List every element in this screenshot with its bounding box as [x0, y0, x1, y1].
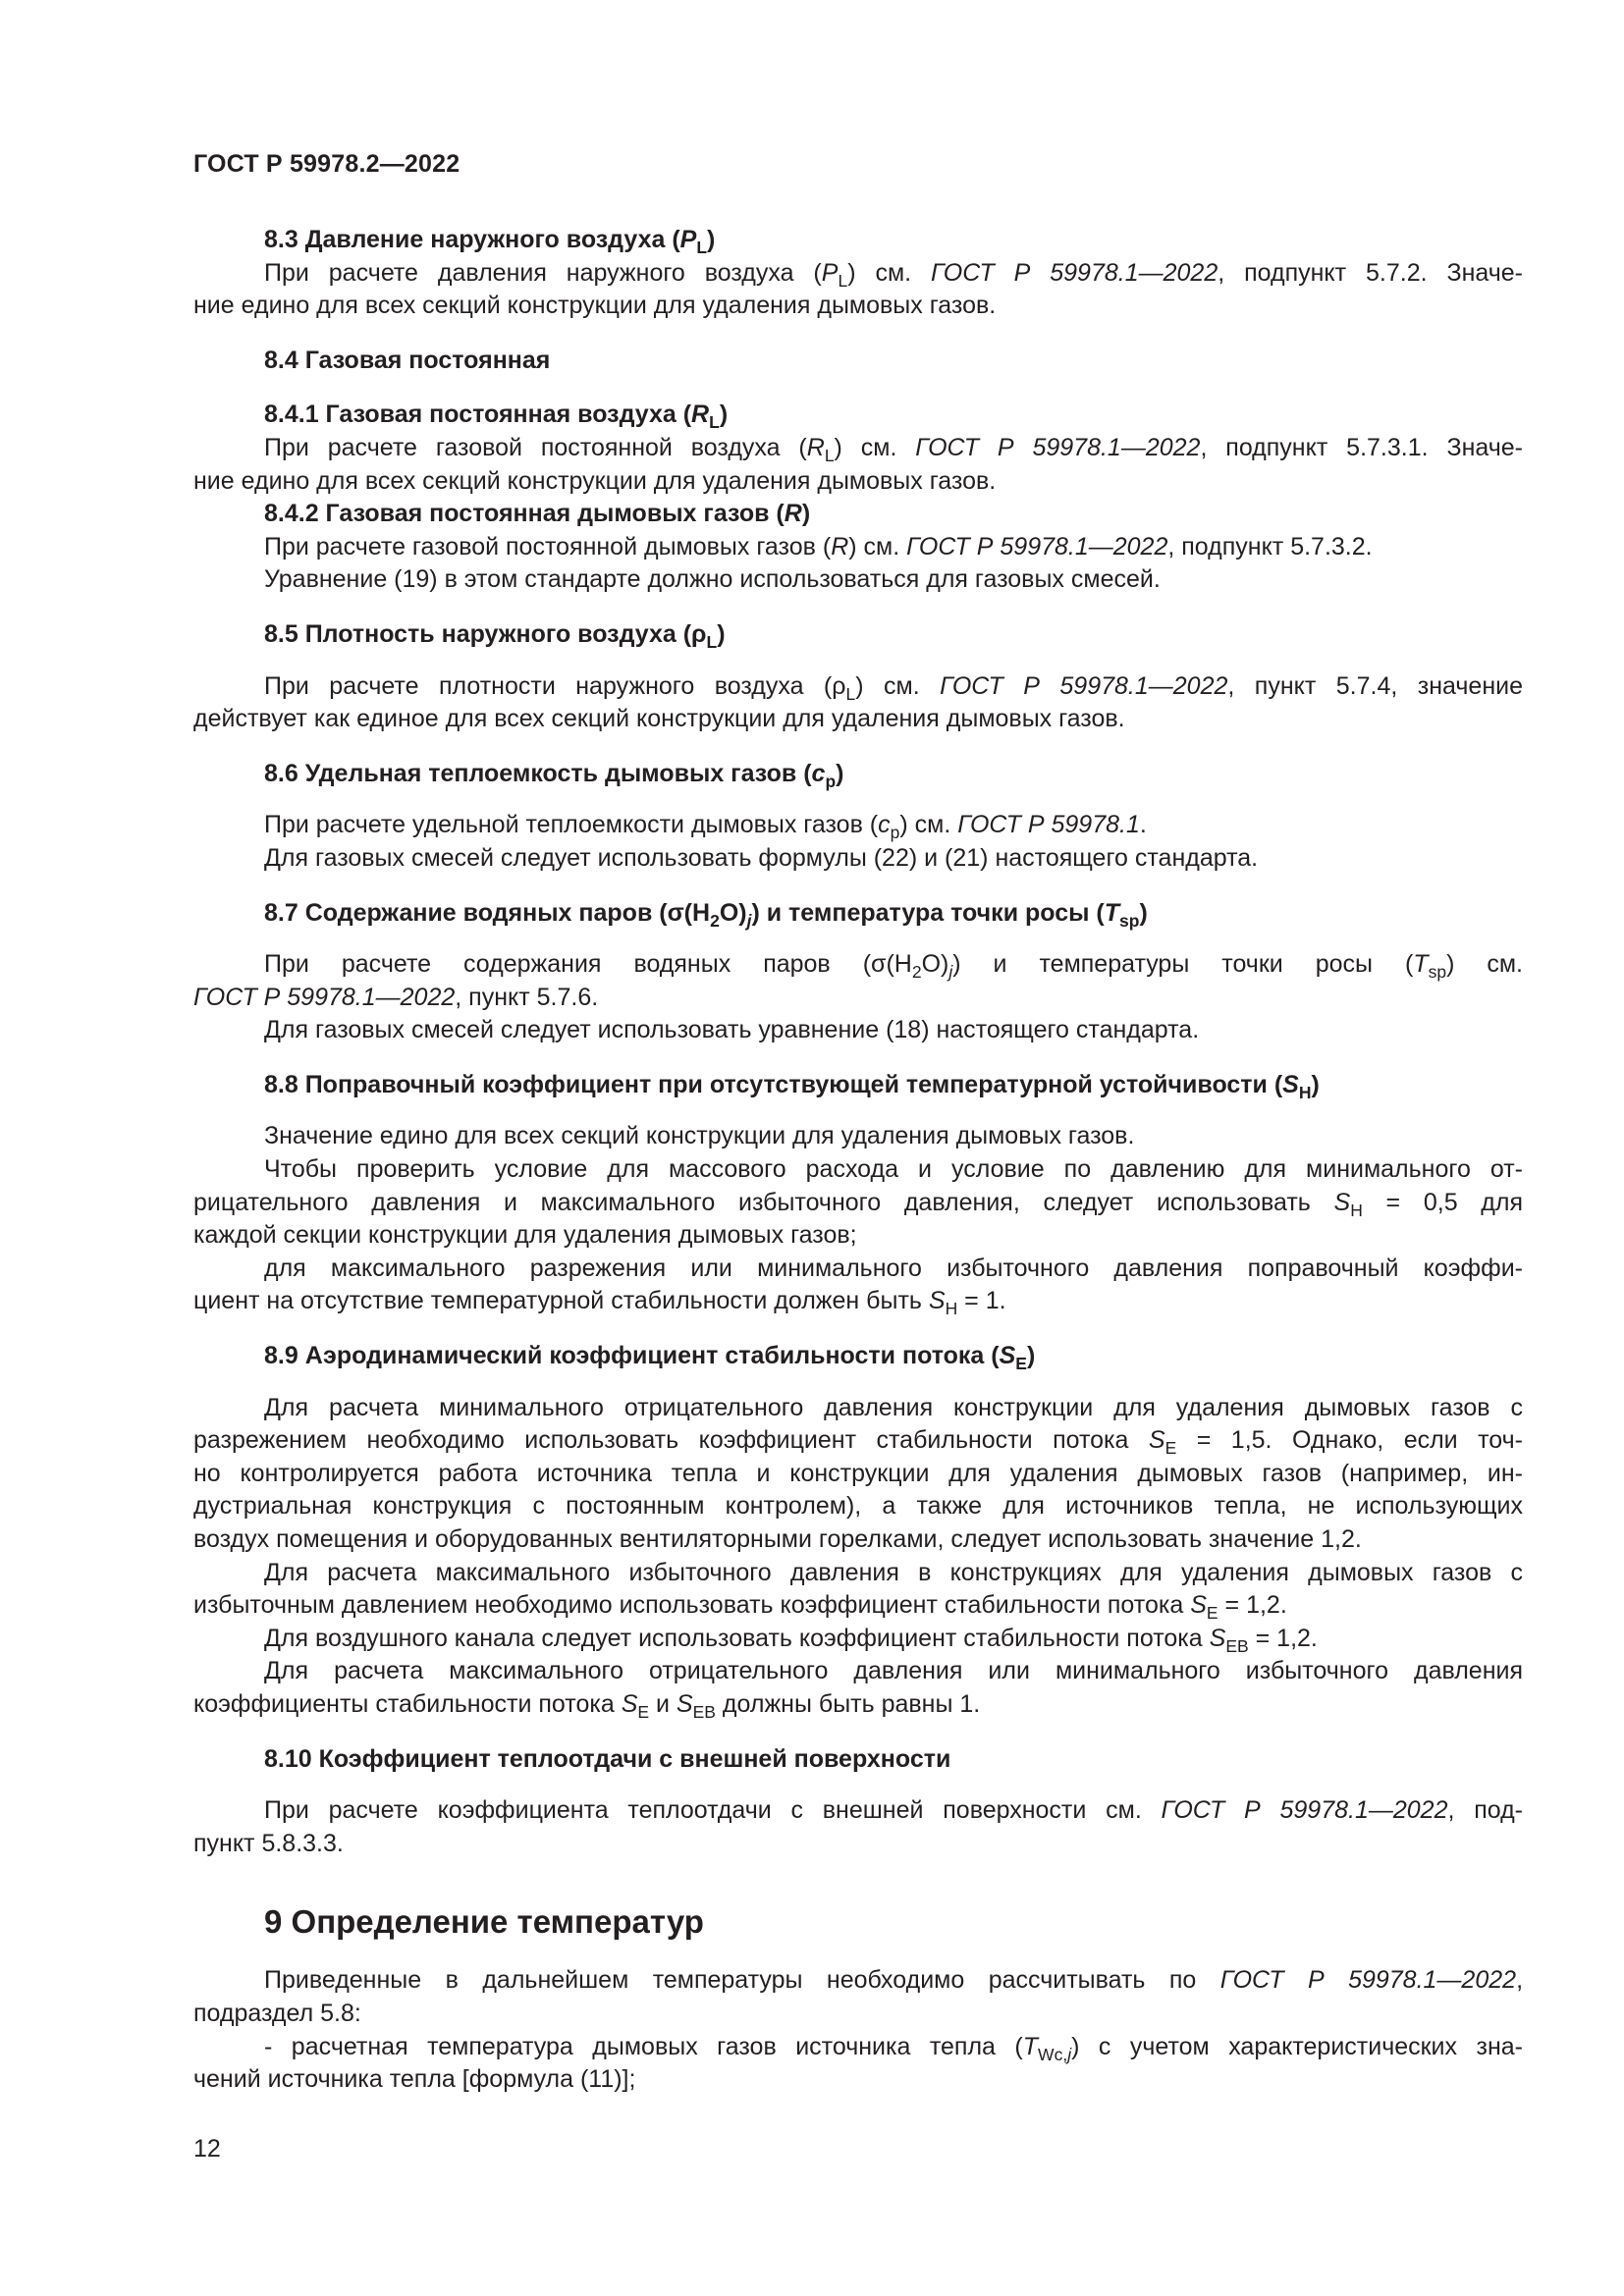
- paragraph-continuation: рицательного давления и максимального избыточного давления, следует использовать $S_H = 0,5$ для: [193, 1188, 1524, 1220]
- paragraph: Уравнение (19) в этом стандарте должно использоваться для газовых смесей.: [264, 565, 1161, 594]
- document-body: [193, 224, 1523, 2097]
- paragraph-continuation: разрежением необходимо использовать коэффициент стабильности потока $S_E = 1,5$. Однако, если точ-: [193, 1426, 1523, 1459]
- paragraph-continuation: ГОСТ Р 59978.1—2022, пункт 5.7.6.: [193, 983, 599, 1011]
- paragraph: При расчете коэффициента теплоотдачи с внешней поверхности см. ГОСТ Р 59978.1—2022, под-: [264, 1796, 1523, 1825]
- paragraph: для максимального разрежения или минимального избыточного давления поправочный коэффи-: [264, 1254, 1523, 1282]
- reference-link: ГОСТ Р 59978.1—2022: [193, 983, 456, 1011]
- paragraph: При расчете удельной теплоемкости дымовых газов $(c_p)$ см. ГОСТ Р 59978.1.: [264, 811, 1147, 843]
- paragraph: Для воздушного канала следует использовать коэффициент стабильности потока $S_{EB} = 1,2$.: [264, 1624, 1318, 1656]
- reference-link: ГОСТ Р 59978.1: [957, 811, 1140, 839]
- section-heading-8-8: 8.8 Поправочный коэффициент при отсутствующей температурной устойчивости $(S_H)$: [264, 1070, 1320, 1102]
- paragraph: Чтобы проверить условие для массового расхода и условие по давлению для минимального от-: [264, 1155, 1523, 1184]
- paragraph-continuation: избыточным давлением необходимо использовать коэффициент стабильности потока $S_E = 1,2$.: [193, 1591, 1287, 1624]
- paragraph-continuation: но контролируется работа источника тепла и конструкции для удаления дымовых газов (например, ин-: [193, 1459, 1523, 1487]
- paragraph: Для расчета максимального отрицательного давления или минимального избыточного давления: [264, 1657, 1523, 1685]
- paragraph: При расчете плотности наружного воздуха $(\rho_L)$ см. ГОСТ Р 59978.1—2022, пункт 5.7.4, значение: [264, 671, 1523, 704]
- paragraph: При расчете давления наружного воздуха $(P_L)$ см. ГОСТ Р 59978.1—2022, подпункт 5.7.2. Значе-: [264, 258, 1523, 291]
- section-heading-8-6: 8.6 Удельная теплоемкость дымовых газов $(c_p)$: [264, 759, 844, 791]
- paragraph: Для расчета максимального избыточного давления в конструкциях для удаления дымовых газов с: [264, 1558, 1523, 1586]
- reference-link: ГОСТ Р 59978.1—2022: [940, 671, 1228, 700]
- paragraph: При расчете содержания водяных паров $(\sigma(H_2O)_j)$ и температуры точки росы $(T_{sp})$ см.: [264, 950, 1524, 983]
- paragraph: Для газовых смесей следует использовать формулы (22) и (21) настоящего стандарта.: [264, 843, 1259, 872]
- section-heading-8-4-2: 8.4.2 Газовая постоянная дымовых газов (R): [264, 500, 811, 528]
- reference-link: ГОСТ Р 59978.1—2022: [1219, 1966, 1517, 1995]
- paragraph-continuation: пункт 5.8.3.3.: [193, 1829, 344, 1857]
- page-number: 12: [193, 2135, 221, 2163]
- paragraph: Значение едино для всех секций конструкции для удаления дымовых газов.: [264, 1122, 1135, 1150]
- section-heading-8-7: 8.7 Содержание водяных паров $(\sigma(H_2O)_j)$ и температура точки росы $(T_{sp})$: [264, 898, 1148, 931]
- reference-link: ГОСТ Р 59978.1—2022: [931, 258, 1218, 287]
- section-heading-8-10: 8.10 Коэффициент теплоотдачи с внешней поверхности: [264, 1744, 951, 1773]
- section-heading-8-4-1: 8.4.1 Газовая постоянная воздуха $(R_L)$: [264, 400, 729, 433]
- paragraph-continuation: ние едино для всех секций конструкции для удаления дымовых газов.: [193, 466, 997, 495]
- list-item: - расчетная температура дымовых газов источника тепла $(T_{Wc,j})$ с учетом характеристических зна-: [264, 2032, 1523, 2064]
- paragraph-continuation: ние едино для всех секций конструкции для удаления дымовых газов.: [193, 292, 997, 320]
- paragraph-continuation: циент на отсутствие температурной стабильности должен быть $S_H = 1$.: [193, 1287, 1006, 1319]
- document-header: ГОСТ Р 59978.2—2022: [193, 150, 460, 178]
- paragraph: При расчете газовой постоянной воздуха $(R_L)$ см. ГОСТ Р 59978.1—2022, подпункт 5.7.3.1. Значе-: [264, 433, 1523, 466]
- list-item-continuation: чений источника тепла [формула (11)];: [193, 2065, 636, 2094]
- section-heading-8-3: 8.3 Давление наружного воздуха $(P_L)$: [264, 226, 716, 258]
- paragraph-continuation: дустриальная конструкция с постоянным контролем), а также для источников тепла, не использующих: [193, 1492, 1523, 1521]
- paragraph-continuation: подраздел 5.8:: [193, 1999, 361, 2027]
- paragraph-continuation: коэффициенты стабильности потока $S_E$ и $S_{EB}$ должны быть равны 1.: [193, 1689, 981, 1723]
- paragraph: Для расчета минимального отрицательного давления конструкции для удаления дымовых газов с: [264, 1393, 1523, 1421]
- section-heading-8-9: 8.9 Аэродинамический коэффициент стабильности потока $(S_E)$: [264, 1342, 1036, 1374]
- reference-link: ГОСТ Р 59978.1—2022: [906, 532, 1168, 561]
- paragraph: Приведенные в дальнейшем температуры необходимо рассчитывать по ГОСТ Р 59978.1—2022,: [264, 1966, 1524, 1995]
- paragraph-continuation: воздух помещения и оборудованных вентиляторными горелками, следует использовать значение 1,2.: [193, 1525, 1362, 1553]
- paragraph-continuation: каждой секции конструкции для удаления дымовых газов;: [193, 1221, 857, 1250]
- paragraph: При расчете газовой постоянной дымовых газов (R) см. ГОСТ Р 59978.1—2022, подпункт 5.7.3.2.: [264, 532, 1373, 561]
- paragraph: Для газовых смесей следует использовать уравнение (18) настоящего стандарта.: [264, 1016, 1200, 1044]
- paragraph-continuation: действует как единое для всех секций конструкции для удаления дымовых газов.: [193, 705, 1125, 733]
- reference-link: ГОСТ Р 59978.1—2022: [1161, 1796, 1448, 1825]
- section-heading-8-4: 8.4 Газовая постоянная: [264, 346, 551, 374]
- section-heading-9: 9 Определение температур: [264, 1903, 704, 1941]
- reference-link: ГОСТ Р 59978.1—2022: [915, 433, 1201, 461]
- section-heading-8-5: 8.5 Плотность наружного воздуха $(\rho_L)$: [264, 619, 726, 653]
